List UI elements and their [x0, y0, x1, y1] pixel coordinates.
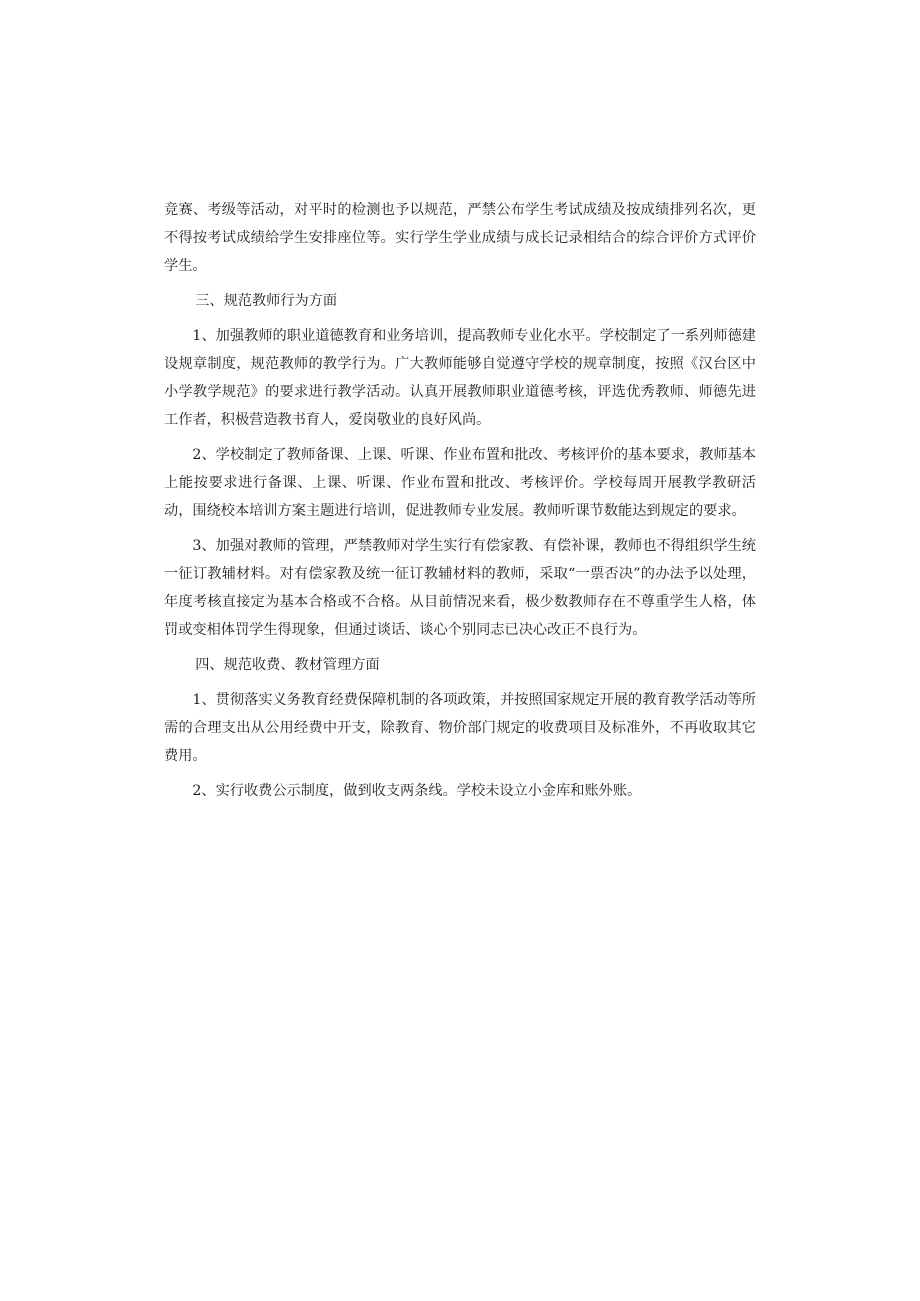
paragraph-fees-1: 1、贯彻落实义务教育经费保障机制的各项政策，并按照国家规定开展的教育教学活动等所需的合理支出从公用经费中开支，除教育、物价部门规定的收费项目及标准外，不再收取其它费用。	[164, 692, 756, 764]
paragraph-teacher-3: 3、加强对教师的管理，严禁教师对学生实行有偿家教、有偿补课，教师也不得组织学生统一征订教辅材料。对有偿家教及统一征订教辅材料的教师，采取“一票否决”的办法予以处理，年度考核直接定为基本合格或不合格。从目前情况来看，极少数教师存在不尊重学生人格，体罚或变相体罚学生得现象，但通过谈话、谈心个别同志已决心改正不良行为。	[164, 538, 756, 638]
document-body	[164, 196, 756, 812]
section-heading-fees-materials: 四、规范收费、教材管理方面	[195, 657, 380, 673]
paragraph-fees-2: 2、实行收费公示制度，做到收支两条线。学校未设立小金库和账外账。	[192, 783, 642, 799]
paragraph-teacher-1: 1、加强教师的职业道德教育和业务培训，提高教师专业化水平。学校制定了一系列师德建设规章制度，规范教师的教学行为。广大教师能够自觉遵守学校的规章制度，按照《汉台区中小学教学规范》的要求进行教学活动。认真开展教师职业道德考核，评选优秀教师、师德先进工作者，积极营造教书育人，爱岗敬业的良好风尚。	[164, 328, 756, 428]
paragraph-teacher-2: 2、学校制定了教师备课、上课、听课、作业布置和批改、考核评价的基本要求，教师基本上能按要求进行备课、上课、听课、作业布置和批改、考核评价。学校每周开展教学教研活动，围绕校本培训方案主题进行培训，促进教师专业发展。教师听课节数能达到规定的要求。	[164, 447, 756, 519]
paragraph-continuation: 竞赛、考级等活动，对平时的检测也予以规范，严禁公布学生考试成绩及按成绩排列名次，更不得按考试成绩给学生安排座位等。实行学生学业成绩与成长记录相结合的综合评价方式评价学生。	[164, 202, 756, 274]
section-heading-teacher-conduct: 三、规范教师行为方面	[195, 293, 338, 309]
